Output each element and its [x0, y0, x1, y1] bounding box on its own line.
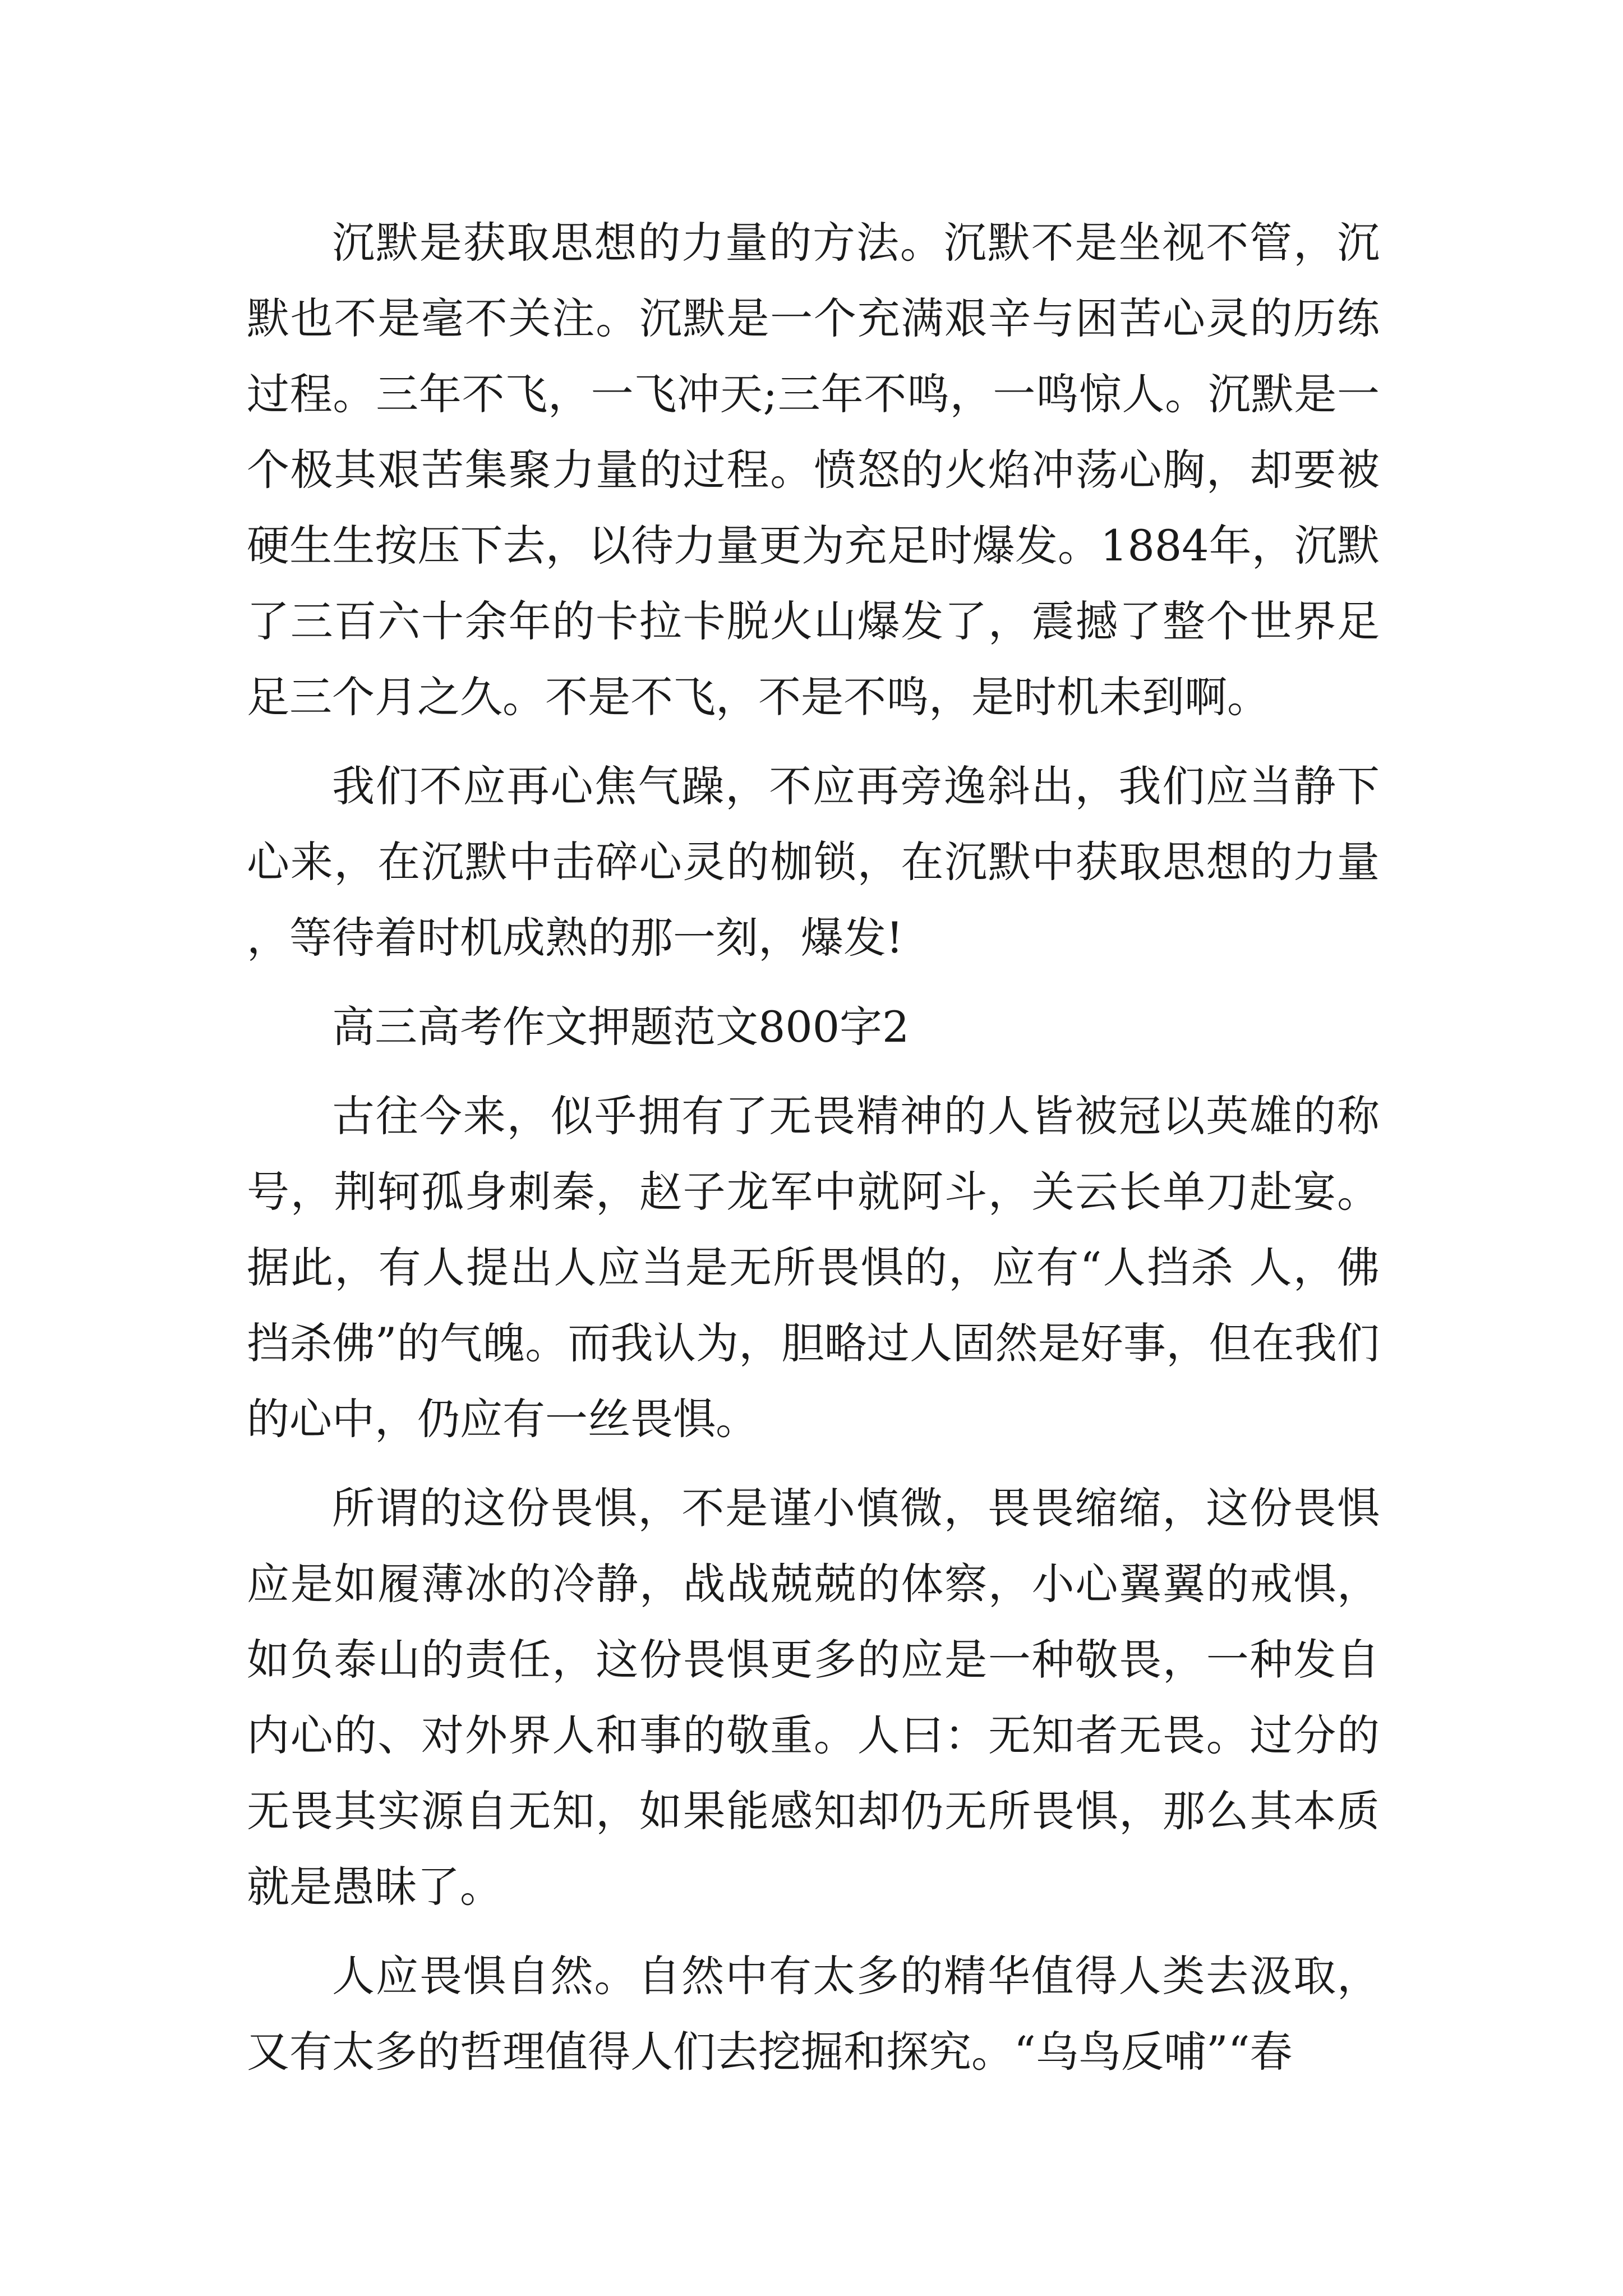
- paragraph-fearlessness-intro: 古往今来，似乎拥有了无畏精神的人皆被冠以英雄的称号，荆轲孤身刺秦，赵子龙军中就阿斗，关云长单刀赴宴。据此，有人提出人应当是无所畏惧的，应有“人挡杀 人，佛挡杀佛”的气魄。而我认为，胆略过人固然是好事，但在我们的心中，仍应有一丝畏惧。: [247, 1091, 1380, 1444]
- paragraph-silence-conclusion: 我们不应再心焦气躁，不应再旁逸斜出，我们应当静下心来，在沉默中击碎心灵的枷锁，在沉默中获取思想的力量，等待着时机成熟的那一刻，爆发!: [247, 761, 1380, 963]
- essay-heading: 高三高考作文押题范文800字2: [332, 1002, 910, 1052]
- paragraph-silence-method: 沉默是获取思想的力量的方法。沉默不是坐视不管，沉默也不是毫不关注。沉默是一个充满艰辛与困苦心灵的历练过程。三年不飞，一飞冲天;三年不鸣，一鸣惊人。沉默是一个极其艰苦集聚力量的过程。愤怒的火焰冲荡心胸，却要被硬生生按压下去，以待力量更为充足时爆发。1884年，沉默了三百六十余年的卡拉卡脱火山爆发了，震撼了整个世界足足三个月之久。不是不飞，不是不鸣，是时机未到啊。: [247, 218, 1380, 722]
- paragraph-meaning-of-fear: 所谓的这份畏惧，不是谨小慎微，畏畏缩缩，这份畏惧应是如履薄冰的冷静，战战兢兢的体察，小心翼翼的戒惧，如负泰山的责任，这份畏惧更多的应是一种敬畏，一种发自内心的、对外界人和事的敬重。人曰：无知者无畏。过分的无畏其实源自无知，如果能感知却仍无所畏惧，那么其本质就是愚昧了。: [247, 1483, 1380, 1912]
- document-body: [247, 205, 1380, 2103]
- paragraph-fear-nature: 人应畏惧自然。自然中有太多的精华值得人类去汲取，又有太多的哲理值得人们去挖掘和探究。“乌鸟反哺”“春: [247, 1951, 1380, 2077]
